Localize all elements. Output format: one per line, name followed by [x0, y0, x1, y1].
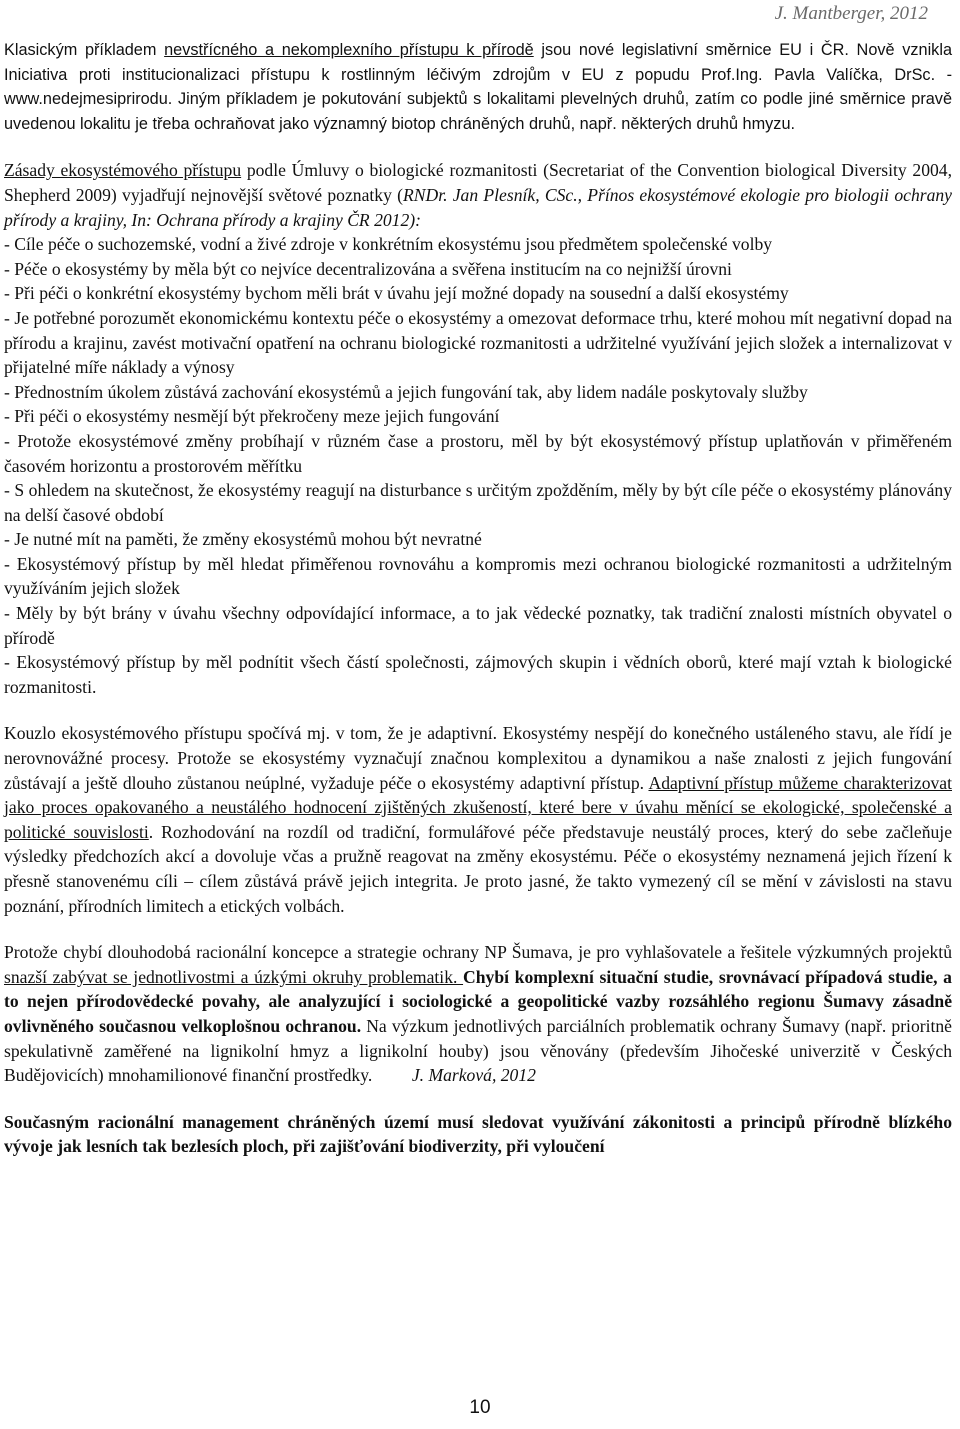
underlined-phrase: Adaptivní přístup můžeme charakterizovat jako proces opakovaného a neustálého hodnocení zjištěných zkušeností, které bere v úvahu měnící se ekologické, společenské a politické souvislosti [4, 772, 952, 842]
text-run: Protože chybí dlouhodobá racionální koncepce a strategie ochrany NP Šumava, je pro vyhlašovatele a řešitele výzkumných projektů [4, 942, 952, 963]
bold-statement: Chybí komplexní situační studie, srovnávací případová studie, a to nejen přírodovědecké povahy, ale analyzující i sociologické a geopolitické vazby rozsáhlého regionu Šumavy zásadně ovlivněného současnou velkoplošnou ochranou. [4, 966, 952, 1036]
underlined-heading: Zásady ekosystémového přístupu [4, 160, 242, 181]
list-item: - S ohledem na skutečnost, že ekosystémy reagují na disturbance s určitým zpožděním, měly by být cíle péče o ekosystémy plánovány na delší časové období [4, 480, 952, 525]
paragraph-gap [4, 918, 952, 940]
underlined-phrase: snazší zabývat se jednotlivostmi a úzkými okruhy problematik. [4, 966, 464, 987]
page-header: J. Mantberger, 2012 [774, 3, 928, 24]
paragraph-adaptive-approach [4, 721, 952, 918]
text-run: jsou nové legislativní směrnice EU i ČR. Nově vznikla Iniciativa proti institucionalizaci přístupu k rostlinným léčivým zdrojům v EU z popudu Prof.Ing. Pavla Valíčka, DrSc. - www.nedejmesiprirodu. Jiným příkladem je pokutování subjektů s lokalitami plevelných druhů, zatím co podle jiné směrnice pravě uvedenou lokalitu je třeba ochraňovat jako významný biotop chráněných druhů, např. některých druhů hmyzu. [4, 41, 952, 133]
text-run: Klasickým příkladem [4, 41, 165, 59]
page-number: 10 [469, 1397, 491, 1419]
underlined-phrase: nevstřícného a nekomplexního přístupu k přírodě [164, 41, 534, 59]
paragraph-gap [4, 1088, 952, 1110]
list-item: - Měly by být brány v úvahu všechny odpovídající informace, a to jak vědecké poznatky, tak tradiční znalosti místních obyvatel o přírodě [4, 603, 952, 648]
list-item: - Je potřebné porozumět ekonomickému kontextu péče o ekosystémy a omezovat deformace trhu, které mohou mít negativní dopad na přírodu a krajinu, zavést motivační opatření na ochranu biologické rozmanitosti a udržitelné využívání jejich složek a internalizovat v přijatelné míře náklady a výnosy [4, 307, 952, 378]
list-item: - Péče o ekosystémy by měla být co nejvíce decentralizována a svěřena institucím na co nejnižší úrovni [4, 258, 732, 279]
paragraph-gap [4, 136, 952, 158]
text-run: podle Úmluvy o biologické rozmanitosti (Secretariat of the Convention biological Diversity 2004, Shepherd 2009) vyjadřují nejnovější světové poznatky ( [4, 160, 952, 205]
citation-italic: RNDr. Jan Plesník, CSc., Přínos ekosystémové ekologie pro biologii ochrany přírody a krajiny, In: Ochrana přírody a krajiny ČR 2012): [4, 184, 952, 230]
signature-citation: J. Marková, 2012 [411, 1065, 536, 1086]
text-run: Kouzlo ekosystémového přístupu spočívá mj. v tom, že je adaptivní. Ekosystémy nespějí do konečného ustáleného stavu, ale řídí je nerovnovážné procesy. Protože se ekosystémy vyznačují značnou komplexitou a dynamikou a naše znalosti z jejich fungování zůstávají a ještě dlouho zůstanou neúplné, vyžaduje péče o ekosystémy adaptivní přístup. [4, 723, 952, 793]
list-item: - Protože ekosystémové změny probíhají v různém čase a prostoru, měl by být ekosystémový přístup uplatňován v přiměřeném časovém horizontu a prostorovém měřítku [4, 430, 952, 476]
list-item: - Je nutné mít na paměti, že změny ekosystémů mohou být nevratné [4, 529, 482, 550]
paragraph-sumava-research [4, 940, 952, 1088]
paragraph-gap [4, 699, 952, 721]
list-item: - Ekosystémový přístup by měl podnítit všech částí společnosti, zájmových skupin i vědních oborů, které mají vztah k biologické rozmanitosti. [4, 652, 952, 697]
list-item: - Přednostním úkolem zůstává zachování ekosystémů a jejich fungování tak, aby lidem nadále poskytovaly služby [4, 381, 808, 402]
list-item: - Při péči o ekosystémy nesmějí být překročeny meze jejich fungování [4, 406, 500, 427]
page-body [4, 38, 952, 1159]
paragraph-ecosystem-principles [4, 158, 952, 232]
list-item: - Při péči o konkrétní ekosystémy bychom měli brát v úvahu její možné dopady na sousední a další ekosystémy [4, 283, 789, 304]
bold-statement: Současným racionální management chráněných území musí sledovat využívání zákonitosti a principů přírodně blízkého vývoje jak lesních tak bezlesích ploch, při zajišťování biodiverzity, při vyloučení [4, 1111, 952, 1157]
paragraph-management [4, 1110, 952, 1159]
list-item: - Ekosystémový přístup by měl hledat přiměřenou rovnováhu a kompromis mezi ochranou biologické rozmanitosti a udržitelným využíváním jejich složek [4, 553, 952, 599]
list-item: - Cíle péče o suchozemské, vodní a živé zdroje v konkrétním ekosystému jsou předmětem společenské volby [4, 234, 773, 255]
text-run: . Rozhodování na rozdíl od tradiční, formulářové péče představuje neustálý proces, který do sebe začleňuje výsledky předchozích akcí a dovoluje včas a pružně reagovat na změny ekosystému. Péče o ekosystémy neznamená jejich řízení k přesně stanovenému cíli – cílem zůstává právě jejich integrita. Je proto jasné, že takto vymezený cíl se mění v závislosti na stavu poznání, přírodních limitech a etických volbách. [4, 821, 952, 916]
paragraph-legislation [4, 38, 952, 136]
text-run: Na výzkum jednotlivých parciálních problematik ochrany Šumavy (např. prioritně spekulativně zaměřené na lignikolní hmyz a lignikolní houby) jsou věnovány (především Jihočeské univerzitě v Českých Budějovicích) mnohamilionové finanční prostředky. [4, 1015, 952, 1086]
